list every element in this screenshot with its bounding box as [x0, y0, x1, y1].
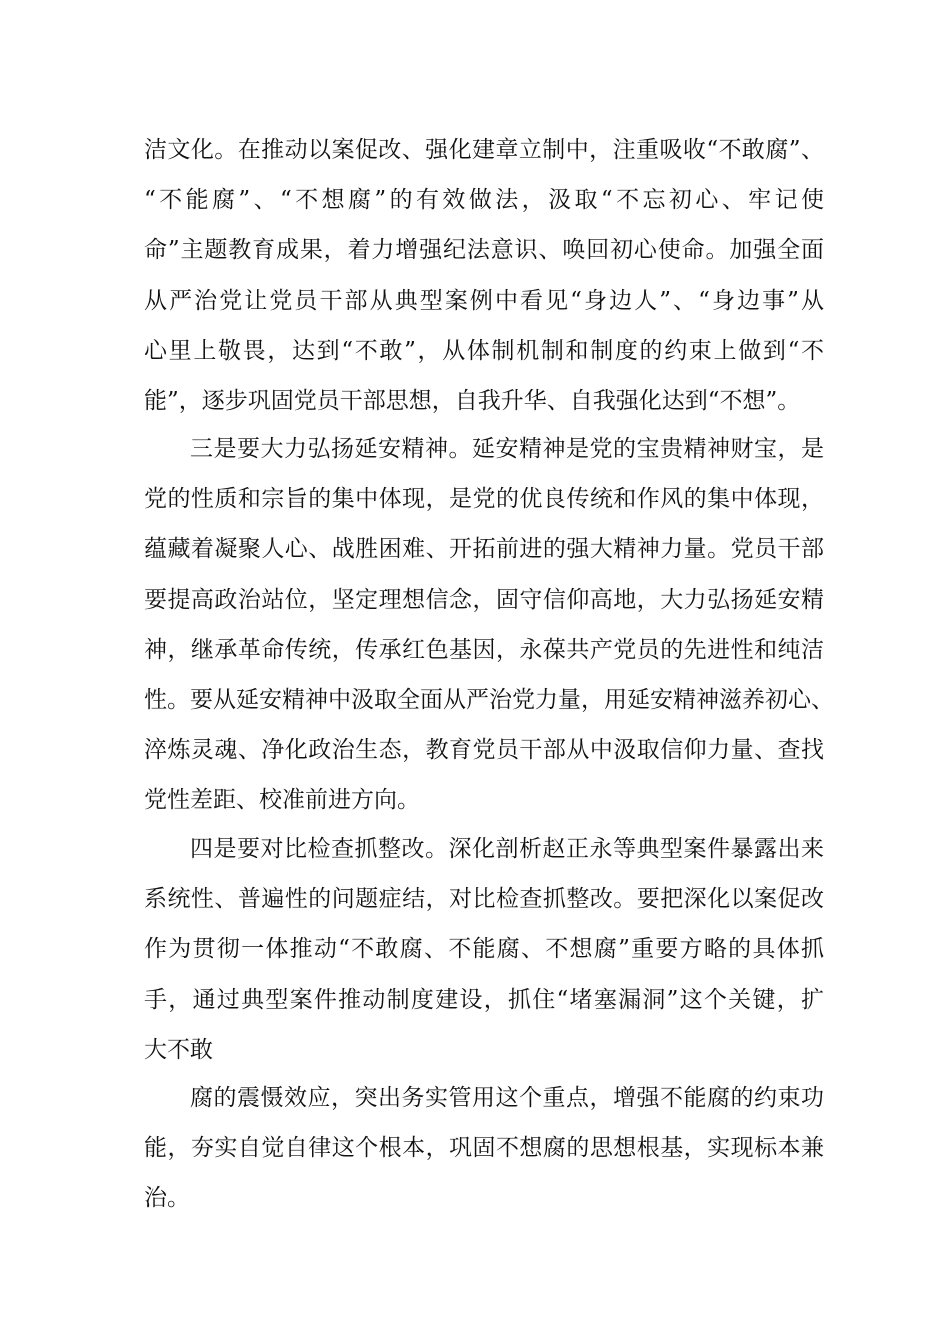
text-line: 性。要从延安精神中汲取全面从严治党力量，用延安精神滋养初心、	[144, 687, 834, 713]
text-line: 治。	[144, 1185, 190, 1211]
paragraph-first-line: 腐的震慑效应，突出务实管用这个重点，增强不能腐的约束功	[190, 1085, 824, 1111]
text-line: 党的性质和宗旨的集中体现，是党的优良传统和作风的集中体现，	[144, 486, 824, 512]
text-line: 淬炼灵魂、净化政治生态，教育党员干部从中汲取信仰力量、查找	[144, 737, 824, 763]
paragraph-first-line: 三是要大力弘扬延安精神。延安精神是党的宝贵精神财宝，是	[190, 436, 824, 462]
text-line: 能”，逐步巩固党员干部思想，自我升华、自我强化达到“不想”。	[144, 388, 801, 414]
paragraph-first-line: 四是要对比检查抓整改。深化剖析赵正永等典型案件暴露出来	[190, 836, 824, 862]
text-line: 从严治党让党员干部从典型案例中看见“身边人”、“身边事”从	[144, 288, 824, 314]
text-line: 洁文化。在推动以案促改、强化建章立制中，注重吸收“不敢腐”、	[144, 137, 824, 163]
text-line: 要提高政治站位，坚定理想信念，固守信仰高地，大力弘扬延安精	[144, 587, 824, 613]
text-line: 蕴藏着凝聚人心、战胜困难、开拓前进的强大精神力量。党员干部	[144, 536, 824, 562]
text-line: 大不敢	[144, 1037, 213, 1063]
text-line: 党性差距、校准前进方向。	[144, 787, 420, 813]
text-line: 能，夯实自觉自律这个根本，巩固不想腐的思想根基，实现标本兼	[144, 1135, 824, 1161]
text-line: 手，通过典型案件推动制度建设，抓住“堵塞漏洞”这个关键，扩	[144, 987, 824, 1013]
text-line: 心里上敬畏，达到“不敢”，从体制机制和制度的约束上做到“不	[144, 338, 824, 364]
text-line: 系统性、普遍性的问题症结，对比检查抓整改。要把深化以案促改	[144, 886, 824, 912]
text-line: “不能腐”、“不想腐”的有效做法，汲取“不忘初心、牢记使	[144, 187, 824, 213]
text-line: 命”主题教育成果，着力增强纪法意识、唤回初心使命。加强全面	[144, 237, 824, 263]
text-line: 神，继承革命传统，传承红色基因，永葆共产党员的先进性和纯洁	[144, 637, 824, 663]
text-line: 作为贯彻一体推动“不敢腐、不能腐、不想腐”重要方略的具体抓	[144, 936, 824, 962]
